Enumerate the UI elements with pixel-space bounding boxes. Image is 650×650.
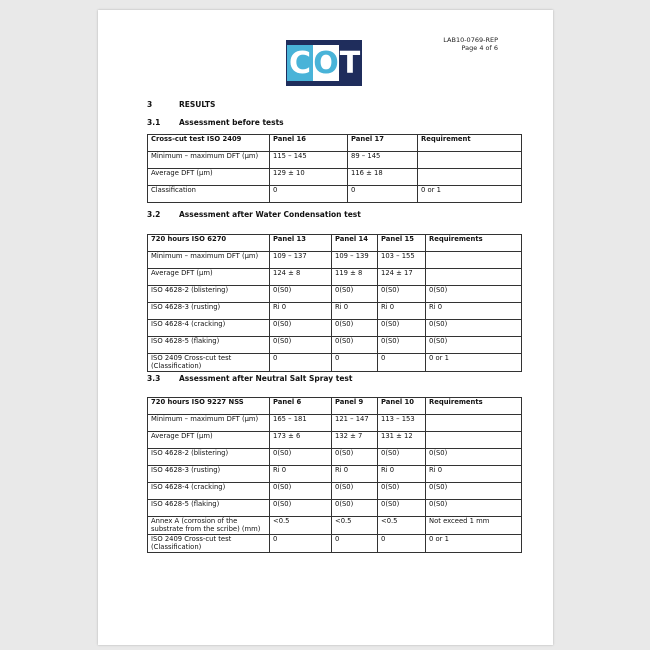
table-cell: 0(S0) [378,337,426,354]
table-header-row [148,135,522,152]
section-heading-results [147,100,215,109]
table-cell: Ri 0 [426,303,522,320]
table-cell: 0 [378,535,426,553]
column-header: Panel 15 [378,235,426,252]
row-label-cell: Minimum – maximum DFT (µm) [148,152,270,169]
table-neutral-salt-spray [147,397,522,553]
table-cell: 0(S0) [332,449,378,466]
table-cell: 0(S0) [270,320,332,337]
table-cell: 0(S0) [332,286,378,303]
table-cell: Ri 0 [270,466,332,483]
table-cell [418,152,522,169]
table-cell: 121 – 147 [332,415,378,432]
table-cell: Ri 0 [426,466,522,483]
section-title: RESULTS [179,100,216,109]
table-row [148,252,522,269]
table-row [148,320,522,337]
row-label-cell: Annex A (corrosion of the substrate from the scribe) (mm) [148,517,270,535]
section-title: Assessment after Water Condensation test [179,210,361,219]
table-row [148,269,522,286]
table-cell: 0 or 1 [418,186,522,203]
table-cell: 124 ± 17 [378,269,426,286]
table-cell [426,415,522,432]
table-row [148,432,522,449]
table-cell: 132 ± 7 [332,432,378,449]
table-row [148,415,522,432]
logo-letter-o: O [313,45,339,81]
row-label-cell: Minimum – maximum DFT (µm) [148,415,270,432]
row-label-cell: ISO 2409 Cross-cut test (Classification) [148,354,270,372]
table-cell: 0 [332,354,378,372]
row-label-cell: ISO 4628-4 (cracking) [148,320,270,337]
table-cell: 0(S0) [332,337,378,354]
table-cell: <0.5 [378,517,426,535]
cot-logo [286,40,362,86]
table-cell: 0(S0) [378,320,426,337]
document-reference [443,36,498,52]
table-water-condensation [147,234,522,372]
table-cell: 131 ± 12 [378,432,426,449]
table-before-tests [147,134,522,203]
row-label-cell: Minimum – maximum DFT (µm) [148,252,270,269]
section-title: Assessment after Neutral Salt Spray test [179,374,353,383]
table-row [148,286,522,303]
table-cell: 103 – 155 [378,252,426,269]
column-header: Requirement [418,135,522,152]
table-cell: 0 [348,186,418,203]
table-cell: 0(S0) [332,483,378,500]
row-label-cell: ISO 4628-4 (cracking) [148,483,270,500]
table-cell: 119 ± 8 [332,269,378,286]
row-label-cell: ISO 4628-2 (blistering) [148,449,270,466]
table-row [148,500,522,517]
table-cell: 0(S0) [426,449,522,466]
table-cell: 0(S0) [378,500,426,517]
column-header: Requirements [426,235,522,252]
section-heading-3-2 [147,210,361,219]
table-row [148,152,522,169]
row-label-cell: Classification [148,186,270,203]
table-cell: 0 [270,186,348,203]
table-cell: 113 – 153 [378,415,426,432]
row-label-cell: ISO 4628-3 (rusting) [148,303,270,320]
table-cell [426,252,522,269]
table-row [148,449,522,466]
row-label-cell: Average DFT (µm) [148,432,270,449]
column-header: Requirements [426,398,522,415]
table-row [148,186,522,203]
row-label-cell: ISO 2409 Cross-cut test (Classification) [148,535,270,553]
table-row [148,517,522,535]
section-number: 3 [147,100,153,109]
table-cell: 0(S0) [378,286,426,303]
section-number: 3.1 [147,118,161,127]
table-cell: 0 [270,354,332,372]
table-cell: 115 – 145 [270,152,348,169]
table-cell: Ri 0 [270,303,332,320]
column-header: Panel 13 [270,235,332,252]
page-number: Page 4 of 6 [461,44,498,52]
section-title: Assessment before tests [179,118,284,127]
table-cell: 0(S0) [270,337,332,354]
column-header: Panel 16 [270,135,348,152]
table-cell [426,269,522,286]
table-cell: 173 ± 6 [270,432,332,449]
table-cell [426,432,522,449]
column-header: Panel 17 [348,135,418,152]
column-header: Cross-cut test ISO 2409 [148,135,270,152]
column-header: 720 hours ISO 6270 [148,235,270,252]
section-number: 3.2 [147,210,161,219]
row-label-cell: Average DFT (µm) [148,269,270,286]
column-header: 720 hours ISO 9227 NSS [148,398,270,415]
column-header: Panel 6 [270,398,332,415]
row-label-cell: ISO 4628-2 (blistering) [148,286,270,303]
table-cell: 0(S0) [426,320,522,337]
table-cell: 0(S0) [270,286,332,303]
table-cell: 0(S0) [426,500,522,517]
table-cell: 0(S0) [270,483,332,500]
table-cell: 165 – 181 [270,415,332,432]
table-cell: 0(S0) [378,449,426,466]
table-cell: 0(S0) [378,483,426,500]
table-cell [418,169,522,186]
table-cell: 109 – 137 [270,252,332,269]
logo-letter-t: T [339,45,361,81]
table-cell: <0.5 [332,517,378,535]
table-cell: 0(S0) [270,500,332,517]
row-label-cell: ISO 4628-5 (flaking) [148,337,270,354]
table-row [148,169,522,186]
table-cell: 0(S0) [426,337,522,354]
table-cell: 124 ± 8 [270,269,332,286]
row-label-cell: Average DFT (µm) [148,169,270,186]
table-cell: 129 ± 10 [270,169,348,186]
table-cell: Ri 0 [378,466,426,483]
table-cell: 0(S0) [332,320,378,337]
section-number: 3.3 [147,374,161,383]
table-cell: 116 ± 18 [348,169,418,186]
row-label-cell: ISO 4628-3 (rusting) [148,466,270,483]
column-header: Panel 10 [378,398,426,415]
table-row [148,303,522,320]
table-cell: 0(S0) [270,449,332,466]
column-header: Panel 9 [332,398,378,415]
doc-ref-number: LAB10-0769-REP [443,36,498,44]
table-row [148,535,522,553]
table-header-row [148,398,522,415]
section-heading-3-3 [147,374,352,383]
table-cell: Ri 0 [332,303,378,320]
table-row [148,337,522,354]
table-cell: Ri 0 [378,303,426,320]
table-row [148,483,522,500]
table-cell: 0(S0) [332,500,378,517]
table-cell: 109 – 139 [332,252,378,269]
table-cell: 0 [332,535,378,553]
table-cell: 0 [378,354,426,372]
table-cell: Not exceed 1 mm [426,517,522,535]
table-cell: 0 [270,535,332,553]
table-cell: <0.5 [270,517,332,535]
table-cell: 0 or 1 [426,535,522,553]
table-cell: 89 – 145 [348,152,418,169]
table-cell: Ri 0 [332,466,378,483]
table-cell: 0 or 1 [426,354,522,372]
logo-letter-c: C [288,45,312,81]
table-row [148,354,522,372]
table-cell: 0(S0) [426,286,522,303]
table-cell: 0(S0) [426,483,522,500]
row-label-cell: ISO 4628-5 (flaking) [148,500,270,517]
table-header-row [148,235,522,252]
document-page [98,10,553,645]
table-row [148,466,522,483]
section-heading-3-1 [147,118,284,127]
column-header: Panel 14 [332,235,378,252]
